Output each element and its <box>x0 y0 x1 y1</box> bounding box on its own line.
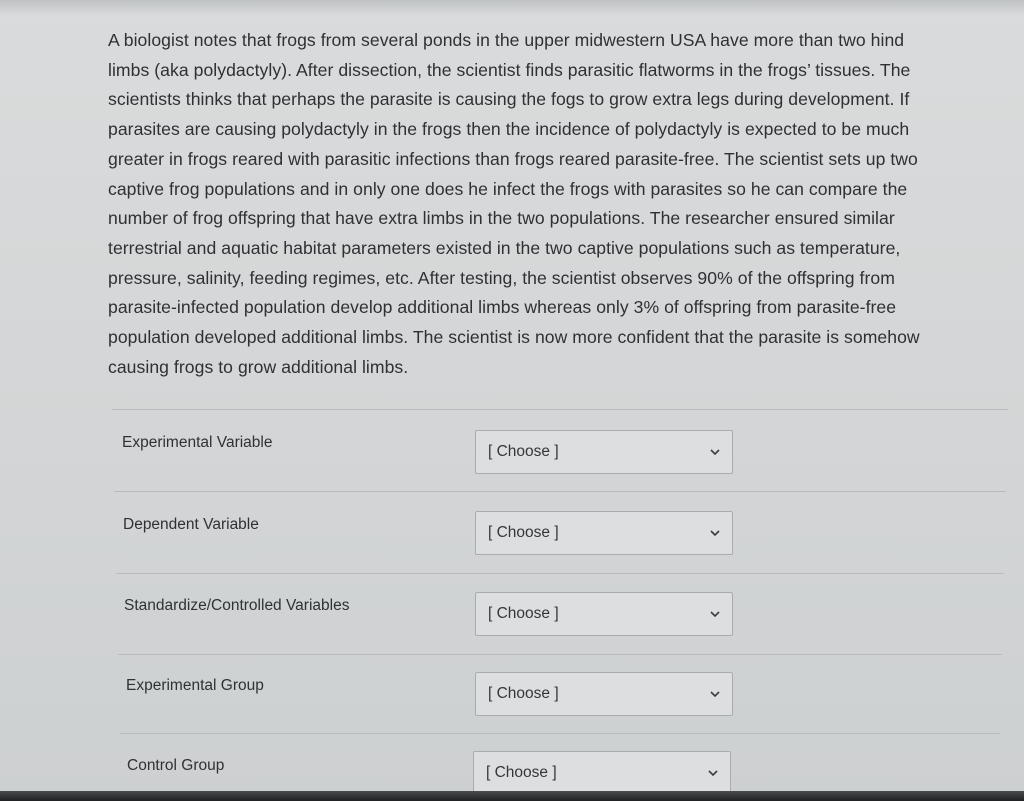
row-divider <box>112 409 1008 410</box>
question-line: parasites are causing polydactyly in the frogs then the incidence of polydactyly is expected to be much <box>108 119 910 140</box>
question-line: captive frog populations and in only one does he infect the frogs with parasites so he can compare the <box>108 178 908 199</box>
row-label-controlled-variables: Standardize/Controlled Variables <box>124 597 350 614</box>
row-label-experimental-variable: Experimental Variable <box>122 434 273 451</box>
select-value: [ Choose ] <box>488 524 559 541</box>
question-line: terrestrial and aquatic habitat parameters existed in the two captive populations such as temperature, <box>108 237 901 258</box>
top-edge <box>0 0 1024 14</box>
row-label-experimental-group: Experimental Group <box>126 677 264 694</box>
chevron-down-icon <box>708 607 722 621</box>
row-label-dependent-variable: Dependent Variable <box>123 516 259 533</box>
chevron-down-icon <box>708 687 722 701</box>
bottom-edge <box>0 791 1024 801</box>
experimental-group-select[interactable] <box>475 672 733 716</box>
select-value: [ Choose ] <box>488 605 559 622</box>
question-line: pressure, salinity, feeding regimes, etc. After testing, the scientist observes 90% of the offspring from <box>108 267 895 288</box>
controlled-variables-select[interactable] <box>475 592 733 636</box>
row-label-control-group: Control Group <box>127 757 225 774</box>
chevron-down-icon <box>706 766 720 780</box>
question-line: scientists thinks that perhaps the parasite is causing the fogs to grow extra legs during development. If <box>108 89 910 110</box>
question-line: parasite-infected population develop additional limbs whereas only 3% of offspring from parasite-free <box>108 297 897 318</box>
select-value: [ Choose ] <box>488 443 559 460</box>
select-value: [ Choose ] <box>488 685 559 702</box>
row-divider <box>116 573 1004 574</box>
select-value: [ Choose ] <box>486 764 557 781</box>
row-divider <box>114 491 1006 492</box>
chevron-down-icon <box>708 445 722 459</box>
question-line: population developed additional limbs. The scientist is now more confident that the parasite is somehow <box>108 327 920 348</box>
experimental-variable-select[interactable] <box>475 430 733 474</box>
question-line: number of frog offspring that have extra limbs in the two populations. The researcher ensured similar <box>108 208 895 229</box>
question-line: A biologist notes that frogs from several ponds in the upper midwestern USA have more than two hind <box>108 30 905 50</box>
question-line: greater in frogs reared with parasitic infections than frogs reared parasite-free. The scientist sets up two <box>108 148 918 169</box>
chevron-down-icon <box>708 526 722 540</box>
control-group-select[interactable] <box>473 751 731 795</box>
row-divider <box>118 654 1002 655</box>
row-divider <box>120 733 1000 734</box>
dependent-variable-select[interactable] <box>475 511 733 555</box>
question-line: causing frogs to grow additional limbs. <box>108 356 409 377</box>
question-line: limbs (aka polydactyly). After dissection, the scientist finds parasitic flatworms in the frogs’ tissues. The <box>108 59 911 80</box>
question-text <box>108 26 998 382</box>
